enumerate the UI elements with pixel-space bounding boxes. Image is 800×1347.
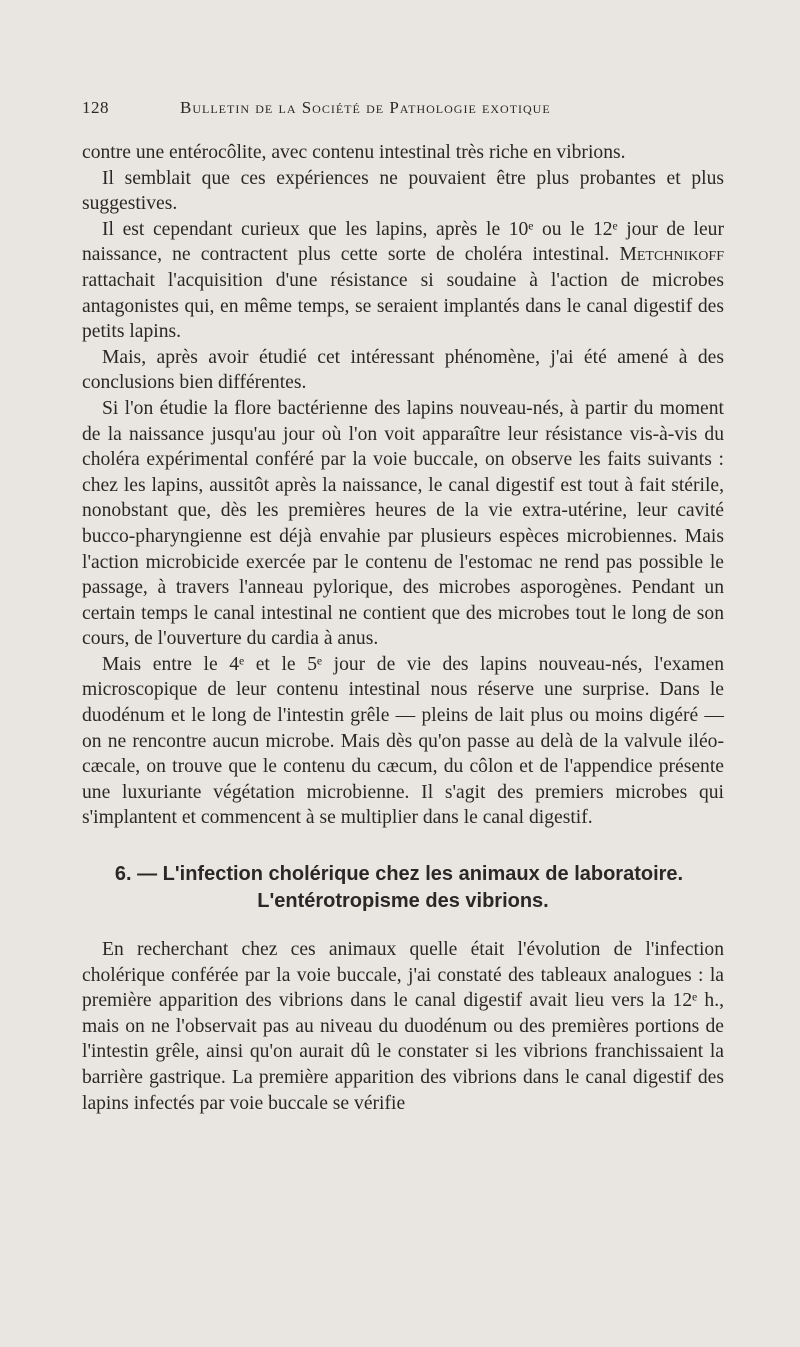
running-header xyxy=(82,98,722,122)
paragraph: Mais, après avoir étudié cet intéressant phénomène, j'ai été amené à des conclusions bien différentes. xyxy=(82,346,724,394)
author-name: Metchnikoff xyxy=(619,244,724,266)
body-text xyxy=(82,140,724,1116)
paragraph-text: rattachait l'acquisition d'une résistance si soudaine à l'action de microbes antagonistes qui, en même temps, se seraient implantés dans le canal digestif des petits lapins. xyxy=(82,269,724,343)
running-title: Bulletin de la Société de Pathologie exotique xyxy=(180,98,551,117)
paragraph: En recherchant chez ces animaux quelle était l'évolution de l'infection cholérique conférée par la voie buccale, j'ai constaté des tableaux analogues : la première apparition des vibrions dans le canal digestif avait lieu vers la 12ᵉ h., mais on ne l'observait pas au niveau du duodénum ou des premières portions de l'intestin grêle, ainsi qu'on aurait dû le constater si les vibrions franchissaient la barrière gastrique. La première apparition des vibrions dans le canal digestif des lapins infectés par voie buccale se vérifie xyxy=(82,939,724,1114)
page-number: 128 xyxy=(82,98,109,117)
paragraph: Si l'on étudie la flore bactérienne des lapins nouveau-nés, à partir du moment de la naissance jusqu'au jour où l'on voit apparaître leur résistance vis-à-vis du choléra expérimental conféré par la voie buccale, on observe les faits suivants : chez les lapins, aussitôt après la naissance, le canal digestif est tout à fait stérile, nonobstant que, dès les premières heures de la vie extra-utérine, leur cavité bucco-pharyngienne est déjà envahie par plusieurs espèces microbiennes. Mais l'action microbicide exercée par le contenu de l'estomac ne rend pas possible le passage, à travers l'anneau pylorique, des microbes asporogènes. Pendant un certain temps le canal intestinal ne contient que des microbes tout le long de son cours, de l'ouverture du cardia à anus. xyxy=(82,397,724,650)
paragraph: contre une entérocôlite, avec contenu intestinal très riche en vibrions. xyxy=(82,142,626,163)
paragraph-text: Il est cependant curieux que les lapins, après le 10ᵉ ou le 12ᵉ jour de leur naissance, ne contractent plus cette sorte de choléra intestinal. xyxy=(82,218,724,266)
paragraph: Il semblait que ces expériences ne pouvaient être plus probantes et plus suggestives. xyxy=(82,167,724,215)
section-heading xyxy=(82,861,724,915)
section-heading-line: 6. — L'infection cholérique chez les animaux de laboratoire. xyxy=(114,863,684,886)
section-heading-line: L'entérotropisme des vibrions. xyxy=(257,890,549,913)
paragraph xyxy=(82,217,724,345)
paragraph: Mais entre le 4ᵉ et le 5ᵉ jour de vie des lapins nouveau-nés, l'examen microscopique de leur contenu intestinal nous réserve une surprise. Dans le duodénum et le long de l'intestin grêle — pleins de lait plus ou moins digéré — on ne rencontre aucun microbe. Mais dès qu'on passe au delà de la valvule iléo-cæcale, on trouve que le contenu du cæcum, du côlon et de l'appendice présente une luxuriante végétation microbienne. Il s'agit des premiers microbes qui s'implantent et commencent à se multiplier dans le canal digestif. xyxy=(82,653,724,829)
